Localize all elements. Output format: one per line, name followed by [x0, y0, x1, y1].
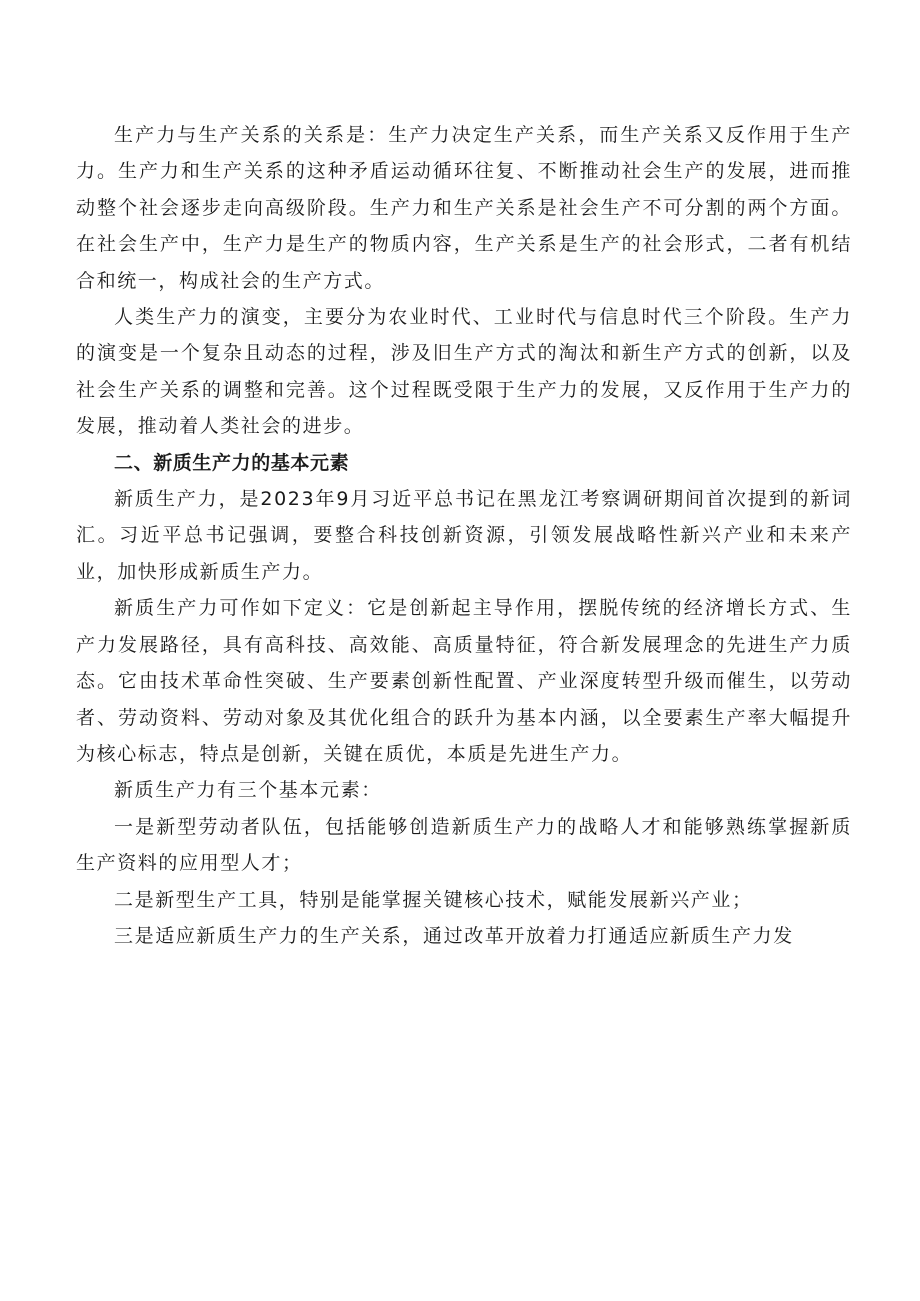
paragraph-new-quality-origin: 新质生产力，是2023年9月习近平总书记在黑龙江考察调研期间首次提到的新词汇。习近平总书记强调，要整合科技创新资源，引领发展战略性新兴产业和未来产业，加快形成新质生产力。: [76, 488, 852, 583]
paragraph-productivity-relations: 生产力与生产关系的关系是：生产力决定生产关系，而生产关系又反作用于生产力。生产力和生产关系的这种矛盾运动循环往复、不断推动社会生产的发展，进而推动整个社会逐步走向高级阶段。生产力和生产关系是社会生产不可分割的两个方面。在社会生产中，生产力是生产的物质内容，生产关系是生产的社会形式，二者有机结合和统一，构成社会的生产方式。: [76, 124, 852, 292]
section-heading: 二、新质生产力的基本元素: [114, 451, 350, 474]
paragraph-three-elements-intro: 新质生产力有三个基本元素：: [114, 779, 382, 802]
paragraph-element-three: 三是适应新质生产力的生产关系，通过改革开放着力打通适应新质生产力发: [114, 924, 794, 947]
document-page: [76, 117, 852, 954]
paragraph-element-one: 一是新型劳动者队伍，包括能够创造新质生产力的战略人才和能够熟练掌握新质生产资料的应用型人才；: [76, 815, 852, 875]
paragraph-new-quality-definition: 新质生产力可作如下定义：它是创新起主导作用，摆脱传统的经济增长方式、生产力发展路径，具有高科技、高效能、高质量特征，符合新发展理念的先进生产力质态。它由技术革命性突破、生产要素创新性配置、产业深度转型升级而催生，以劳动者、劳动资料、劳动对象及其优化组合的跃升为基本内涵，以全要素生产率大幅提升为核心标志，特点是创新，关键在质优，本质是先进生产力。: [76, 597, 852, 765]
paragraph-productivity-evolution: 人类生产力的演变，主要分为农业时代、工业时代与信息时代三个阶段。生产力的演变是一个复杂且动态的过程，涉及旧生产方式的淘汰和新生产方式的创新，以及社会生产关系的调整和完善。这个过程既受限于生产力的发展，又反作用于生产力的发展，推动着人类社会的进步。: [76, 306, 852, 438]
paragraph-element-two: 二是新型生产工具，特别是能掌握关键核心技术，赋能发展新兴产业；: [114, 888, 753, 911]
